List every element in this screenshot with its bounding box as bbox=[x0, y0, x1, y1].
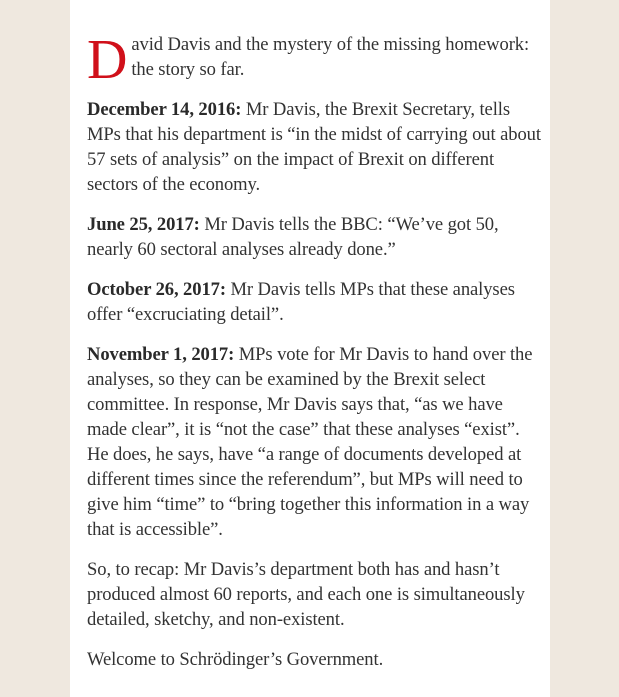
timeline-entry-jun-2017 bbox=[87, 212, 542, 262]
drop-cap: D bbox=[87, 29, 128, 91]
timeline-date: June 25, 2017: bbox=[87, 214, 200, 235]
timeline-text: Mr Davis, the Brexit Secretary, tells MPs that his department is “in the midst of carrying out about 57 sets of analysis” on the impact of Brexit on different sectors of the economy. bbox=[87, 99, 541, 195]
timeline-entry-oct-2017 bbox=[87, 277, 542, 327]
lead-paragraph bbox=[87, 29, 542, 91]
timeline-text: Mr Davis tells MPs that these analyses offer “excruciating detail”. bbox=[87, 279, 515, 325]
closing-paragraph: Welcome to Schrödinger’s Government. bbox=[87, 649, 384, 670]
timeline-date: December 14, 2016: bbox=[87, 99, 242, 120]
article-body bbox=[87, 29, 542, 687]
lead-text: avid Davis and the mystery of the missing homework: the story so far. bbox=[131, 34, 530, 80]
timeline-date: October 26, 2017: bbox=[87, 279, 226, 300]
timeline-entry-dec-2016 bbox=[87, 97, 542, 197]
timeline-entry-nov-2017 bbox=[87, 342, 542, 542]
article-column bbox=[70, 0, 550, 697]
timeline-text: MPs vote for Mr Davis to hand over the analyses, so they can be examined by the Brexit select committee. In response, Mr Davis says that, “as we have made clear”, it is “not the case” that these analyses “exist”. He does, he says, have “a range of documents developed at different times since the referendum”, but MPs will need to give him “time” to “bring together this information in a way that is accessible”. bbox=[87, 344, 533, 540]
recap-paragraph: So, to recap: Mr Davis’s department both has and hasn’t produced almost 60 reports, and each one is simultaneously detailed, sketchy, and non-existent. bbox=[87, 559, 525, 630]
timeline-date: November 1, 2017: bbox=[87, 344, 235, 365]
timeline-text: Mr Davis tells the BBC: “We’ve got 50, nearly 60 sectoral analyses already done.” bbox=[87, 214, 499, 260]
